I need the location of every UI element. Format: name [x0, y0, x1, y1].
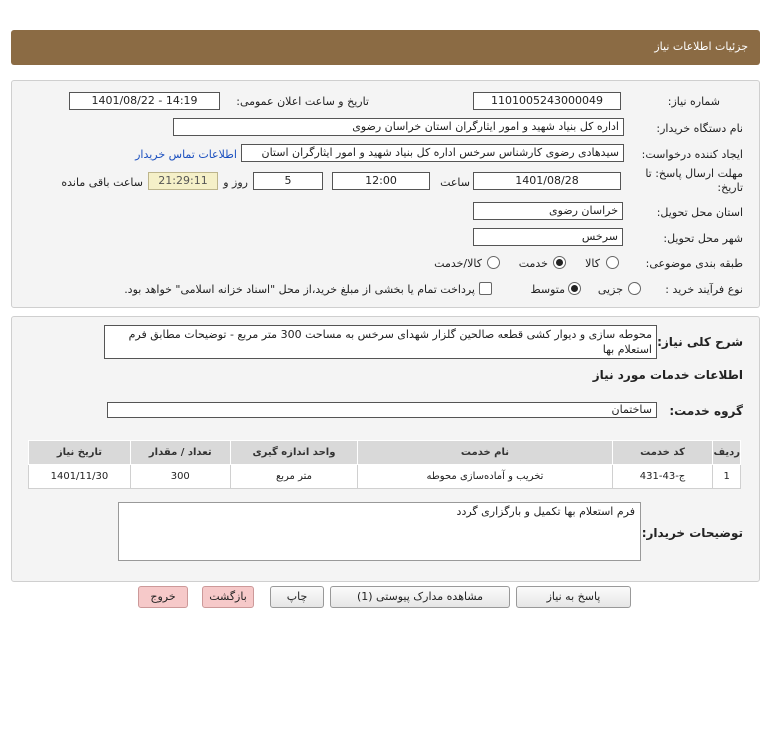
process-label: نوع فرآیند خرید : — [665, 283, 743, 296]
page-title: جزئیات اطلاعات نیاز — [654, 40, 748, 53]
deadline-time-field: 12:00 — [332, 172, 430, 190]
col-row: ردیف — [713, 441, 741, 465]
need-number-field: 1101005243000049 — [473, 92, 621, 110]
process-medium-label: متوسط — [530, 283, 565, 296]
days-label: روز و — [223, 176, 248, 189]
attachments-button[interactable]: مشاهده مدارک پیوستی (1) — [330, 586, 510, 608]
cell-unit: متر مربع — [230, 465, 358, 489]
table-header-row — [29, 441, 741, 465]
creator-label: ایجاد کننده درخواست: — [641, 148, 743, 161]
category-goods-service-radio[interactable] — [487, 256, 500, 269]
service-group-field: ساختمان — [107, 402, 657, 418]
process-medium-radio[interactable] — [568, 282, 581, 295]
buyer-contact-link[interactable]: اطلاعات تماس خریدار — [135, 148, 237, 161]
services-title: اطلاعات خدمات مورد نیاز — [592, 368, 743, 382]
buyer-notes-label: توضیحات خریدار: — [641, 526, 743, 540]
buyer-notes-text: فرم استعلام بها تکمیل و بارگزاری گردد — [456, 505, 635, 518]
category-service-label: خدمت — [518, 257, 548, 270]
deadline-date-field: 1401/08/28 — [473, 172, 621, 190]
buyer-org-label: نام دستگاه خریدار: — [656, 122, 743, 135]
city-label: شهر محل تحویل: — [663, 232, 743, 245]
treasury-payment-note: پرداخت تمام یا بخشی از مبلغ خرید،از محل "اسناد خزانه اسلامی" خواهد بود. — [124, 283, 475, 296]
city-field: سرخس — [473, 228, 623, 246]
deadline-label: مهلت ارسال پاسخ: تا — [645, 167, 743, 180]
print-button[interactable]: چاپ — [270, 586, 324, 608]
process-minor-radio[interactable] — [628, 282, 641, 295]
category-service-radio[interactable] — [553, 256, 566, 269]
services-table — [28, 440, 741, 489]
cell-service-code: ج-43-431 — [612, 465, 713, 489]
category-goods-label: کالا — [585, 257, 600, 270]
col-service-name: نام خدمت — [358, 441, 612, 465]
exit-button[interactable]: خروج — [138, 586, 188, 608]
deadline-date-label: تاریخ: — [717, 181, 743, 194]
page-header — [11, 30, 760, 65]
buyer-org-field: اداره کل بنیاد شهید و امور ایثارگران استان خراسان رضوی — [173, 118, 624, 136]
treasury-payment-checkbox[interactable] — [479, 282, 492, 295]
col-need-date: تاریخ نیاز — [29, 441, 131, 465]
service-group-label: گروه خدمت: — [669, 404, 743, 418]
announce-field: 1401/08/22 - 14:19 — [69, 92, 220, 110]
reply-button[interactable]: پاسخ به نیاز — [516, 586, 631, 608]
cell-quantity: 300 — [130, 465, 230, 489]
col-service-code: کد خدمت — [612, 441, 713, 465]
province-field: خراسان رضوی — [473, 202, 623, 220]
category-goods-radio[interactable] — [606, 256, 619, 269]
need-number-label: شماره نیاز: — [667, 95, 720, 108]
info-panel — [11, 80, 760, 308]
process-minor-label: جزیی — [597, 283, 623, 296]
cell-row: 1 — [713, 465, 741, 489]
category-label: طبقه بندی موضوعی: — [645, 257, 743, 270]
cell-service-name: تخریب و آماده‌سازی محوطه — [358, 465, 612, 489]
cell-need-date: 1401/11/30 — [29, 465, 131, 489]
announce-label: تاریخ و ساعت اعلان عمومی: — [236, 95, 369, 108]
col-quantity: تعداد / مقدار — [130, 441, 230, 465]
col-unit: واحد اندازه گیری — [230, 441, 358, 465]
back-button[interactable]: بازگشت — [202, 586, 254, 608]
creator-field: سیدهادی رضوی کارشناس سرخس اداره کل بنیاد شهید و امور ایثارگران استان — [241, 144, 624, 162]
buyer-notes-box — [118, 502, 641, 561]
summary-label: شرح کلی نیاز: — [657, 335, 743, 349]
category-goods-service-label: کالا/خدمت — [434, 257, 482, 270]
summary-text: محوطه سازی و دیوار کشی قطعه صالحین گلزار شهدای سرخس به مساحت 300 متر مربع - توضیحات مطابق فرم استعلام بها — [128, 328, 652, 356]
deadline-time-label: ساعت — [440, 176, 470, 189]
remaining-time-field: 21:29:11 — [148, 172, 218, 190]
province-label: استان محل تحویل: — [656, 206, 743, 219]
summary-box — [104, 325, 657, 359]
remaining-label: ساعت باقی مانده — [61, 176, 143, 189]
table-row — [29, 465, 741, 489]
days-field: 5 — [253, 172, 323, 190]
